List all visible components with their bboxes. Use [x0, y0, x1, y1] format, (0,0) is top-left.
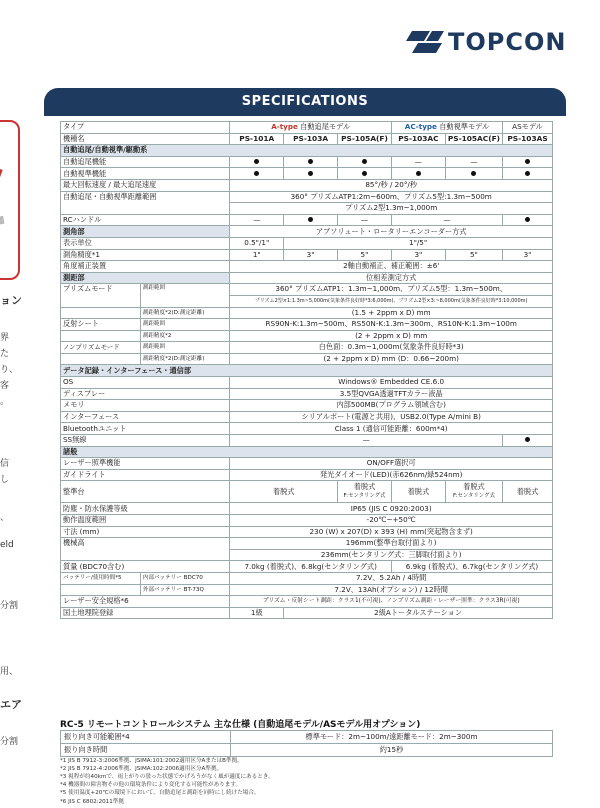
left-fragment: 信	[0, 459, 10, 469]
footnotes	[60, 757, 274, 806]
footnote: *1 JIS B 7912-3:2006準拠、JSIMA:101:2002適用区分AまたはB準拠。	[60, 758, 243, 764]
left-page-edge	[0, 0, 26, 808]
dot-icon	[308, 159, 313, 164]
brand-name: TOPCON	[448, 28, 567, 56]
table-row: OS Windows® Embedded CE.6.0	[61, 377, 553, 389]
as-model-header: ASモデル	[503, 122, 553, 134]
table-row: プリズム2型1.3m~1,000m	[61, 203, 553, 215]
section-header: 諸般	[61, 446, 553, 458]
table-row: SS無線 —	[61, 435, 553, 447]
section-header: 測角部 アブソリュート・ロータリーエンコーダー方式	[61, 226, 553, 238]
table-row: ディスプレー 3.5型QVGA透過TFTカラー液晶	[61, 388, 553, 400]
table-row: 国土地理院登録 1級 2級Aトータルステーション	[61, 607, 553, 619]
table-row: 角度補正装置 2軸自動補正、補正範囲：±6'	[61, 261, 553, 273]
dot-icon	[308, 171, 313, 176]
side-red-mark	[0, 162, 3, 177]
table-row: 機械高 196mm(整準台取付面より)	[61, 538, 553, 550]
dot-icon	[254, 171, 259, 176]
ac-type-header: AC-type 自動視準モデル	[391, 122, 502, 134]
a-type-header: A-type 自動追尾モデル	[230, 122, 392, 134]
table-row: ノンプリズムモード 測距範囲 白色面：0.3m~1,000m(気象条件良好時*3)	[61, 342, 553, 354]
table-row: プリズム2型×1:1.3m~5,000m(気象条件良好時*3:6,000m)、プリズム2型×3:~8,000m(気象条件良好時*3:10,000m)	[61, 295, 553, 307]
table-row: レーザー安全規格*6 プリズム・反射シート測距：クラス1(不可視)、ノンプリズム測距・レーザー照準：クラス3R(可視)	[61, 596, 553, 608]
side-gray-mark	[0, 216, 4, 228]
left-fragment: 分割	[0, 601, 19, 611]
left-fragment: り、	[0, 365, 19, 375]
table-row: 自動視準機能	[61, 168, 553, 180]
left-fragment: エア	[0, 698, 22, 711]
dot-icon	[525, 217, 530, 222]
table-row: インターフェース シリアルポート(電源と共用)、USB2.0(Type A/mini B)	[61, 411, 553, 423]
left-fragment: し	[0, 475, 10, 485]
table-row: メモリ 内部500MB(プログラム領域含む)	[61, 400, 553, 412]
side-product-frame	[0, 120, 20, 280]
section-header: データ記録・インターフェース・通信部	[61, 365, 553, 377]
table-row: 振り向き時間 約15秒	[61, 744, 553, 757]
table-row: 測距精度*2(D:測定距離) (2 + 2ppm x D) mm (D：0.66~200m)	[61, 353, 553, 365]
specifications-header: SPECIFICATIONS	[44, 88, 566, 116]
table-row: 測角精度*1 1" 3" 5" 3" 5" 3"	[61, 249, 553, 261]
rc5-table	[60, 730, 553, 757]
table-row: 振り向き可能範囲*4 標準モード：2m~100m/遠距離モード：2m~300m	[61, 731, 553, 744]
footnote: *2 JIS B 7912-4:2006準拠、JSIMA:102:2006適用区分A準拠。	[60, 766, 223, 773]
topcon-logo	[404, 26, 566, 58]
table-row: 自動追尾・自動視準距離範囲 360° プリズムATP1:2m~600m、プリズム5型:1.3m~500m	[61, 191, 553, 203]
footnote: *4 機器間の障害物その他の環境条件により変化する可能性があります。	[60, 782, 242, 789]
table-row: 質量 (BDC70含む) 7.0kg (着脱式)、6.8kg(センタリング式) 6.9kg (着脱式)、6.7kg(センタリング式)	[61, 561, 553, 573]
dot-icon	[362, 159, 367, 164]
table-row: 外部バッテリー BT-73Q 7.2V、13Ah(オプション) / 12時間	[61, 584, 553, 596]
footnote: *5 使用温度+20℃の環境下において、自動追尾と測距を同時にし続けた場合。	[60, 790, 260, 797]
table-row: 機種名 PS-101A PS-103A PS-105A(F) PS-103AC PS-105AC(F) PS-103AS	[61, 133, 553, 145]
dot-icon	[471, 171, 476, 176]
table-row: レーザー照準機能 ON/OFF選択可	[61, 458, 553, 470]
dot-icon	[308, 217, 313, 222]
left-fragment: 、	[0, 513, 10, 523]
left-fragment: 用、	[0, 667, 19, 677]
table-row: バッテリー/使用時間*5 内部バッテリー BDC70 7.2V、5.2Ah / 4時間	[61, 572, 553, 584]
dot-icon	[362, 171, 367, 176]
dot-icon	[525, 159, 530, 164]
table-row: 寸法 (mm) 230 (W) x 207(D) x 393 (H) mm(突起物含まず)	[61, 526, 553, 538]
left-fragment: 客	[0, 381, 10, 391]
left-fragment: 。	[0, 397, 10, 407]
dot-icon	[525, 171, 530, 176]
table-row: 測距精度*2(D:測定距離) (1.5 + 2ppm x D) mm	[61, 307, 553, 319]
table-row: 測距精度*2 (2 + 2ppm x D) mm	[61, 330, 553, 342]
left-fragment: 界	[0, 333, 10, 343]
left-fragment: eld	[0, 540, 14, 550]
table-row: ガイドライト 発光ダイオード(LED)(赤626nm/緑524nm)	[61, 469, 553, 481]
spec-table	[60, 121, 553, 619]
left-fragment: た	[0, 349, 10, 359]
table-row: 表示単位 0.5"/1" 1"/5"	[61, 237, 553, 249]
table-row: 動作温度範囲 -20℃~+50℃	[61, 515, 553, 527]
table-row: 236mm(センタリング式：三脚取付面より)	[61, 549, 553, 561]
table-row: 反射シート 測距範囲 RS90N-K:1.3m~500m、RS50N-K:1.3m~300m、RS10N-K:1.3m~100m	[61, 319, 553, 331]
table-row: 整準台 着脱式 着脱式 F:センタリング式 着脱式 着脱式 F:センタリング式 着脱式	[61, 481, 553, 503]
table-row: タイプ A-type 自動追尾モデル AC-type 自動視準モデル ASモデル	[61, 122, 553, 134]
left-fragment: 分割	[0, 737, 19, 747]
footnote: *3 視程が約40kmで、雨上がりの曇った状態でかげろうがなく風が適度にあるとき。	[60, 774, 274, 781]
table-row: プリズムモード 測距範囲 360° プリズムATP1：1.3m~1,000m、プリズム5型：1.3m~500m、	[61, 284, 553, 296]
dot-icon	[254, 159, 259, 164]
section-header: 自動追尾/自動視準/駆動系	[61, 145, 553, 157]
table-row: RCハンドル — — —	[61, 214, 553, 226]
table-row: Bluetoothユニット Class 1 (通信可能距離：600m*4)	[61, 423, 553, 435]
table-row: 防塵・防水保護等級 IP65 (JIS C 0920:2003)	[61, 503, 553, 515]
topcon-wing-icon	[404, 29, 444, 55]
dot-icon	[525, 437, 530, 442]
section-header: 測距部 位相差測定方式	[61, 272, 553, 284]
rc5-title: RC-5 リモートコントロールシステム 主な仕様 (自動追尾モデル/ASモデル用オプション)	[60, 720, 421, 730]
footnote: *6 JIS C 6802:2011準拠	[60, 798, 124, 805]
dot-icon	[416, 171, 421, 176]
table-row: 自動追尾機能 — —	[61, 156, 553, 168]
table-row: 最大回転速度 / 最大追尾速度 85°/秒 / 20°/秒	[61, 179, 553, 191]
left-fragment: ョン	[0, 294, 22, 307]
